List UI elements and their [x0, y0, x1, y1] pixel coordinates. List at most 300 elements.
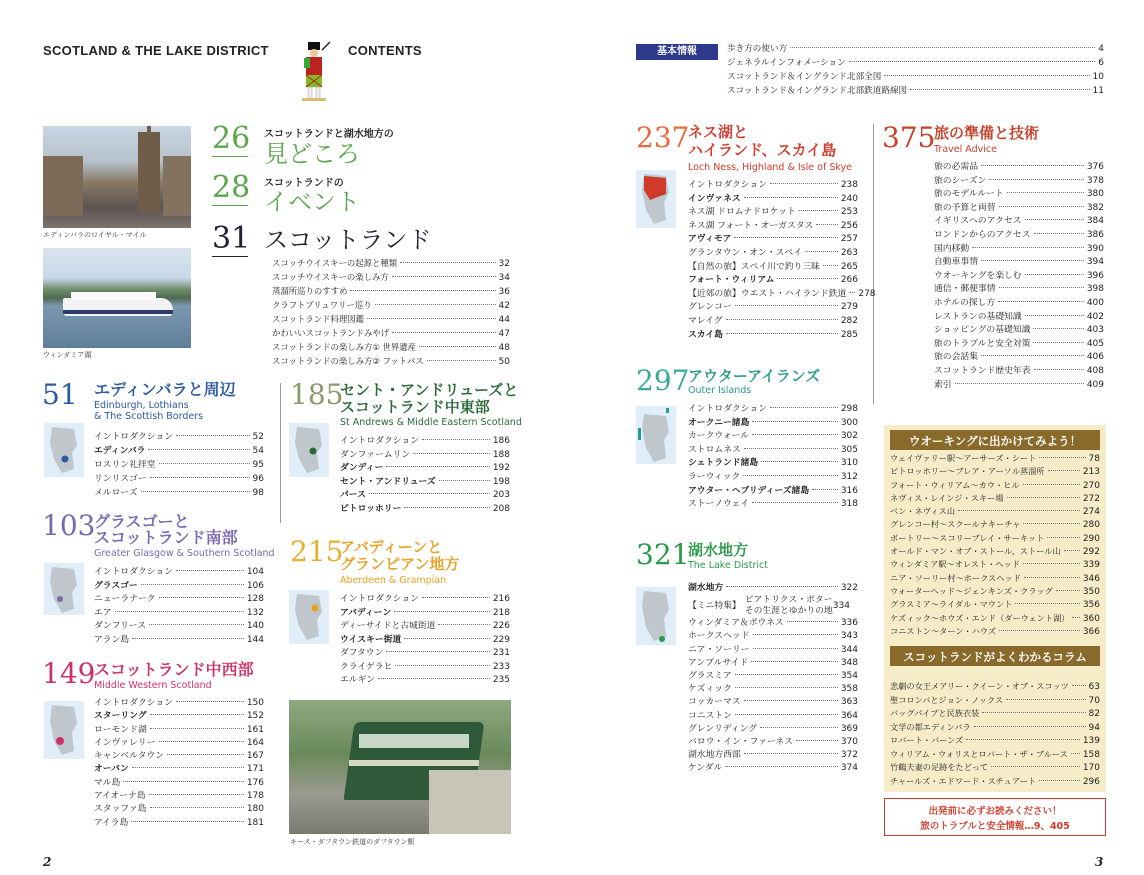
feature-title-28[interactable]: イベント — [264, 188, 360, 216]
toc-leader-dots — [149, 794, 244, 795]
toc-entry[interactable] — [94, 486, 264, 500]
toc-entry[interactable] — [272, 327, 510, 341]
toc-entry-label: 自動車事情 — [934, 257, 978, 268]
toc-leader-dots — [752, 502, 838, 503]
section-en-149: Middle Western Scotland — [94, 680, 212, 691]
toc-entry[interactable] — [934, 243, 1104, 257]
toc-leader-dots — [1047, 537, 1080, 538]
toc-entry[interactable] — [272, 257, 510, 271]
toc-entry[interactable] — [94, 566, 264, 580]
toc-entry[interactable] — [340, 462, 510, 476]
toc-leader-dots — [159, 597, 244, 598]
toc-entry-page: 186 — [492, 436, 510, 446]
toc-leader-dots — [982, 712, 1085, 713]
toc-entry[interactable] — [688, 261, 858, 275]
toc-entry-page: 47 — [498, 329, 510, 339]
toc-entry[interactable] — [340, 489, 510, 503]
toc-leader-dots — [1071, 753, 1080, 754]
toc-entry-label: 通信・郵便事情 — [934, 284, 996, 295]
toc-entry[interactable] — [688, 179, 858, 193]
toc-entry-page: 296 — [1082, 776, 1100, 787]
toc-entry-page: 180 — [246, 804, 264, 815]
toc-entry[interactable] — [688, 657, 858, 670]
section-num-215: 215 — [290, 535, 344, 568]
toc-entry-page: 158 — [1082, 749, 1100, 760]
toc-entry-label: イントロダクション — [688, 404, 767, 414]
toc-entry[interactable] — [688, 670, 858, 683]
toc-entry[interactable] — [890, 761, 1100, 775]
toc-entry-label: フォート・ウィリアム〜カウ・ヒル — [890, 479, 1020, 490]
toc-entry[interactable] — [94, 593, 264, 607]
basic-info-tag: 基本情報 — [636, 44, 718, 60]
toc-entry-page: 216 — [492, 594, 510, 604]
toc-entry[interactable] — [340, 674, 510, 688]
toc-entry[interactable] — [688, 696, 858, 709]
toc-entry[interactable] — [272, 271, 510, 285]
toc-entry[interactable] — [94, 710, 264, 723]
toc-entry[interactable] — [890, 585, 1100, 598]
toc-entry[interactable] — [340, 476, 510, 490]
toc-entry-label: オーバン — [94, 764, 129, 775]
toc-entry[interactable] — [688, 301, 858, 315]
toc-leader-dots — [751, 661, 838, 662]
toc-entry[interactable] — [94, 777, 264, 790]
toc-leader-dots — [972, 247, 1084, 248]
toc-entry-label: 歩き方の使い方 — [727, 44, 788, 54]
toc-entry-page: 394 — [1086, 257, 1104, 268]
toc-entry[interactable] — [890, 612, 1100, 625]
toc-entry-page: 398 — [1086, 284, 1104, 295]
toc-leader-dots — [150, 477, 250, 478]
edinburgh-photo — [43, 126, 191, 228]
toc-entry-label: ウィンダミア駅〜オレスト・ヘッド — [890, 559, 1020, 570]
toc-entry[interactable] — [890, 452, 1100, 465]
toc-entry-label: 竹鶴夫妻の足跡をたどって — [890, 762, 989, 772]
toc-leader-dots — [392, 332, 495, 333]
toc-entry[interactable] — [890, 518, 1100, 531]
toc-entry[interactable] — [688, 329, 858, 343]
toc-entry-label: 文学の都エディンバラ — [890, 721, 971, 732]
toc-leader-dots — [796, 740, 838, 741]
toc-entry[interactable] — [688, 288, 876, 302]
toc-entry[interactable] — [688, 762, 858, 775]
toc-leader-dots — [753, 648, 838, 649]
toc-entry-label: 蒸溜所巡りのすすめ — [272, 286, 348, 296]
toc-entry-label: 旅のトラブルと安全対策 — [934, 338, 1031, 349]
toc-entry[interactable] — [272, 313, 510, 327]
toc-entry[interactable] — [340, 435, 510, 449]
toc-entry[interactable] — [890, 545, 1100, 558]
toc-entry[interactable] — [688, 315, 858, 329]
toc-entry[interactable] — [934, 283, 1104, 297]
toc-leader-dots — [999, 206, 1084, 207]
toc-leader-dots — [394, 611, 490, 612]
toc-entry-page: 188 — [492, 449, 510, 460]
toc-entry[interactable] — [688, 247, 858, 261]
toc-entry[interactable] — [934, 365, 1104, 379]
toc-entry-label: アラン島 — [94, 634, 130, 645]
bagpiper-illustration — [296, 40, 332, 102]
toc-entry[interactable] — [688, 220, 858, 234]
toc-entry[interactable] — [340, 620, 510, 634]
toc-entry-page: 104 — [246, 567, 264, 577]
toc-entry[interactable] — [340, 593, 510, 607]
toc-entry[interactable] — [890, 479, 1100, 492]
toc-entry-label: 【近郊の旅】ウエスト・ハイランド鉄道 — [688, 288, 847, 299]
toc-entry[interactable] — [688, 498, 858, 512]
toc-entry[interactable] — [688, 723, 858, 736]
toc-leader-dots — [777, 278, 837, 279]
section-title-103b[interactable]: スコットランド南部 — [94, 528, 238, 547]
toc-leader-dots — [176, 701, 244, 702]
toc-entry[interactable] — [727, 42, 1104, 56]
toc-leader-dots — [350, 290, 495, 291]
section-en-51b: & The Scottish Borders — [94, 411, 204, 422]
feature-sub-26: スコットランドと湖水地方の — [264, 129, 394, 140]
toc-entry[interactable] — [688, 403, 858, 417]
toc-entry[interactable] — [94, 580, 264, 594]
toc-entry-label: ケズィック〜ホウズ・エンド（ダーウェント湖） — [890, 612, 1070, 623]
toc-entry[interactable] — [934, 297, 1104, 311]
toc-leader-dots — [176, 435, 250, 436]
toc-entry[interactable] — [272, 355, 510, 369]
toc-entry-label: エルギン — [340, 675, 376, 685]
toc-entry-page: 52 — [252, 432, 264, 442]
toc-leader-dots — [422, 597, 490, 598]
toc-entry-label: 旅の会話集 — [934, 352, 978, 363]
toc-st-andrews — [340, 435, 510, 516]
toc-entry[interactable] — [688, 430, 858, 444]
toc-entry-page: 44 — [498, 315, 510, 325]
toc-entry[interactable] — [340, 449, 510, 463]
toc-leader-dots — [1039, 780, 1080, 781]
section-title-103a[interactable]: グラスゴーと — [94, 512, 190, 531]
toc-leader-dots — [150, 807, 244, 808]
toc-leader-dots — [823, 265, 838, 266]
toc-entry[interactable] — [890, 680, 1100, 694]
toc-entry-page: 270 — [1082, 480, 1100, 491]
toc-leader-dots — [770, 407, 838, 408]
toc-entry-page: 167 — [246, 751, 264, 762]
toc-entry[interactable] — [688, 485, 858, 499]
toc-entry[interactable] — [934, 202, 1104, 216]
toc-entry-label: スタッファ島 — [94, 804, 147, 815]
toc-entry[interactable] — [94, 724, 264, 737]
toc-entry[interactable] — [272, 299, 510, 313]
toc-leader-dots — [981, 260, 1084, 261]
toc-entry-label: イギリスへのアクセス — [934, 216, 1022, 227]
toc-entry[interactable] — [94, 750, 264, 763]
toc-entry[interactable] — [890, 505, 1100, 518]
feature-sub-28: スコットランドの — [264, 178, 344, 189]
toc-entry-page: 403 — [1086, 325, 1104, 336]
toc-entry[interactable] — [688, 710, 858, 723]
toc-leader-dots — [761, 461, 838, 462]
toc-entry-label: イントロダクション — [94, 698, 173, 708]
page-number-right: 3 — [1095, 855, 1104, 869]
toc-entry[interactable] — [688, 274, 858, 288]
toc-entry[interactable] — [934, 175, 1104, 189]
toc-entry[interactable] — [688, 193, 858, 207]
toc-entry[interactable] — [934, 324, 1104, 338]
toc-entry-page: 171 — [246, 764, 264, 775]
toc-entry-label: スコットランド＆イングランド北部鉄道路線図 — [727, 86, 908, 96]
toc-entry[interactable] — [890, 734, 1100, 748]
toc-entry[interactable] — [94, 634, 264, 648]
toc-entry[interactable] — [688, 471, 858, 485]
toc-entry-label: スコットランド料理図鑑 — [272, 314, 364, 324]
toc-entry-label: ローモンド湖 — [94, 724, 147, 735]
toc-entry[interactable] — [688, 749, 858, 762]
toc-entry-label: グラスミア〜ライダル・マウント — [890, 599, 1013, 610]
toc-leader-dots — [966, 739, 1080, 740]
toc-entry-page: 192 — [492, 463, 510, 473]
toc-leader-dots — [910, 89, 1089, 90]
toc-entry-label: ストーノウェイ — [688, 499, 750, 510]
toc-leader-dots — [386, 466, 489, 467]
toc-entry-label: スコッチウイスキーの楽しみ方 — [272, 272, 389, 282]
toc-glasgow — [94, 566, 264, 647]
toc-entry[interactable] — [890, 707, 1100, 721]
section-title-149[interactable]: スコットランド中西部 — [94, 660, 254, 679]
toc-entry-page: 364 — [840, 710, 858, 721]
toc-entry[interactable] — [94, 763, 264, 776]
toc-leader-dots — [395, 665, 489, 666]
toc-leader-dots — [1025, 274, 1084, 275]
toc-entry[interactable] — [688, 630, 858, 643]
toc-entry-label: アイオーナ島 — [94, 791, 146, 802]
toc-entry[interactable] — [688, 582, 858, 595]
toc-entry[interactable] — [94, 737, 264, 750]
toc-entry-label: 国内移動 — [934, 243, 970, 254]
toc-leader-dots — [1064, 550, 1080, 551]
section-title-215a[interactable]: アバディーンと — [340, 538, 443, 556]
toc-entry-page: 198 — [492, 476, 510, 487]
toc-entry[interactable] — [688, 736, 858, 749]
section-title-375[interactable]: 旅の準備と技術 — [934, 124, 1040, 142]
section-en-375: Travel Advice — [934, 144, 997, 155]
toc-entry-label: グラスミア — [688, 671, 732, 682]
section-en-185: St Andrews & Middle Eastern Scotland — [340, 417, 522, 428]
toc-leader-dots — [725, 766, 837, 767]
toc-leader-dots — [413, 453, 490, 454]
section-title-185a[interactable]: セント・アンドリューズと — [340, 381, 519, 399]
toc-entry-page: 11 — [1092, 86, 1104, 96]
toc-entry-page: 203 — [492, 490, 510, 500]
map-thumbnail-215 — [289, 590, 329, 644]
toc-entry-page: 229 — [492, 634, 510, 645]
toc-entry-page: 161 — [246, 724, 264, 735]
toc-entry[interactable] — [688, 683, 858, 696]
toc-leader-dots — [422, 439, 490, 440]
toc-entry-page: 240 — [840, 193, 858, 204]
toc-entry[interactable] — [94, 620, 264, 634]
toc-entry[interactable] — [94, 458, 264, 472]
toc-entry-page: 316 — [840, 485, 858, 496]
toc-leader-dots — [998, 301, 1084, 302]
toc-leader-dots — [981, 355, 1084, 356]
toc-entry[interactable] — [934, 311, 1104, 325]
toc-entry-label: イントロダクション — [688, 180, 767, 190]
toc-entry[interactable] — [340, 503, 510, 517]
toc-leader-dots — [378, 678, 490, 679]
toc-entry-label: スコットランド＆イングランド北部全図 — [727, 72, 882, 82]
toc-entry[interactable] — [890, 748, 1100, 762]
toc-entry[interactable] — [688, 595, 858, 617]
toc-entry-page: 32 — [498, 259, 510, 269]
toc-entry-label: グレンリディング — [688, 723, 758, 734]
toc-leader-dots — [816, 224, 837, 225]
toc-entry[interactable] — [934, 270, 1104, 284]
toc-entry[interactable] — [688, 617, 858, 630]
toc-entry-page: 400 — [1086, 297, 1104, 308]
toc-entry[interactable] — [934, 161, 1104, 175]
toc-entry[interactable] — [340, 647, 510, 661]
toc-entry[interactable] — [890, 532, 1100, 545]
section-title-321[interactable]: 湖水地方 — [688, 541, 749, 559]
toc-entry[interactable] — [272, 285, 510, 299]
toc-leader-dots — [167, 754, 244, 755]
toc-entry[interactable] — [890, 775, 1100, 789]
toc-entry[interactable] — [94, 790, 264, 803]
section-en-321: The Lake District — [688, 560, 768, 571]
section-title-237a[interactable]: ネス湖と — [688, 123, 749, 141]
toc-entry-label: グランタウン・オン・スペイ — [688, 247, 803, 258]
toc-entry[interactable] — [340, 634, 510, 648]
toc-entry-page: 263 — [840, 247, 858, 258]
toc-leader-dots — [1056, 590, 1080, 591]
toc-entry[interactable] — [934, 338, 1104, 352]
toc-leader-dots — [787, 621, 838, 622]
feature-title-31[interactable]: スコットランド — [264, 226, 432, 254]
toc-entry-label: ディーサイドと古城街道 — [340, 621, 436, 631]
toc-entry-label: 旅の必需品 — [934, 162, 978, 172]
toc-entry[interactable] — [94, 803, 264, 816]
toc-entry-label: カークウォール — [688, 431, 750, 442]
section-num-321: 321 — [636, 538, 690, 571]
toc-leader-dots — [1015, 603, 1079, 604]
toc-entry[interactable] — [688, 417, 858, 431]
toc-entry-page: 42 — [498, 301, 510, 311]
toc-leader-dots — [726, 333, 838, 334]
toc-entry[interactable] — [934, 379, 1104, 393]
toc-entry[interactable] — [94, 817, 264, 830]
toc-entry[interactable] — [727, 56, 1104, 70]
toc-entry[interactable] — [272, 341, 510, 355]
toc-entry-page: 178 — [246, 791, 264, 802]
section-title-185b[interactable]: スコットランド中東部 — [340, 398, 490, 416]
toc-entry[interactable] — [727, 84, 1104, 98]
toc-entry[interactable] — [934, 351, 1104, 365]
toc-entry[interactable] — [890, 721, 1100, 735]
toc-entry[interactable] — [688, 457, 858, 471]
toc-entry[interactable] — [340, 607, 510, 621]
toc-entry-page: 181 — [246, 817, 264, 828]
toc-entry[interactable] — [890, 572, 1100, 585]
toc-entry-page: 235 — [492, 675, 510, 685]
toc-entry[interactable] — [934, 215, 1104, 229]
toc-entry-page: 54 — [252, 446, 264, 456]
toc-entry[interactable] — [934, 256, 1104, 270]
toc-leader-dots — [790, 47, 1095, 48]
header-title-right: CONTENTS — [348, 43, 422, 58]
toc-entry-page: 358 — [840, 684, 858, 695]
section-title-215b[interactable]: グランピアン地方 — [340, 555, 460, 573]
toc-entry-label: ダフタウン — [340, 648, 384, 658]
toc-entry[interactable] — [934, 229, 1104, 243]
toc-entry-page: 374 — [840, 763, 858, 774]
toc-entry[interactable] — [94, 607, 264, 621]
section-title-51[interactable]: エディンバラと周辺 — [94, 380, 236, 399]
toc-entry-page: 380 — [1086, 189, 1104, 200]
toc-entry-page: 348 — [840, 657, 858, 668]
toc-leader-dots — [132, 767, 244, 768]
toc-leader-dots — [141, 491, 250, 492]
toc-entry-label: レストランの基礎知識 — [934, 311, 1022, 322]
toc-entry-page: 282 — [840, 315, 858, 326]
walking-toc — [890, 452, 1100, 638]
toc-leader-dots — [1023, 523, 1079, 524]
toc-entry-page: 164 — [246, 737, 264, 748]
toc-entry[interactable] — [94, 430, 264, 444]
toc-entry-page: 274 — [1082, 507, 1100, 518]
toc-entry[interactable] — [94, 472, 264, 486]
toc-entry-page: 402 — [1086, 311, 1104, 322]
toc-leader-dots — [150, 714, 244, 715]
section-title-237b[interactable]: ハイランド、スカイ島 — [688, 141, 837, 159]
toc-entry-label: 索引 — [934, 379, 952, 390]
toc-entry[interactable] — [890, 625, 1100, 638]
toc-leader-dots — [141, 584, 244, 585]
toc-entry[interactable] — [688, 206, 858, 220]
toc-entry[interactable] — [890, 558, 1100, 571]
toc-entry[interactable] — [688, 644, 858, 657]
toc-entry[interactable] — [688, 233, 858, 247]
toc-entry[interactable] — [727, 70, 1104, 84]
toc-entry[interactable] — [890, 492, 1100, 505]
toc-entry[interactable] — [934, 188, 1104, 202]
toc-entry[interactable] — [890, 694, 1100, 708]
toc-entry-label: ウィンダミア＆ボウネス — [688, 618, 784, 629]
section-title-297[interactable]: アウターアイランズ — [688, 367, 821, 385]
toc-entry-page: 372 — [840, 750, 858, 761]
toc-entry[interactable] — [340, 661, 510, 675]
toc-entry-label: ホテルの探し方 — [934, 297, 996, 308]
toc-entry-page: 369 — [840, 723, 858, 734]
feature-title-26[interactable]: 見どころ — [264, 140, 360, 168]
toc-entry-label: イントロダクション — [94, 567, 173, 577]
toc-entry[interactable] — [890, 465, 1100, 478]
toc-entry-page: 336 — [840, 618, 858, 629]
map-thumbnail-51 — [44, 423, 84, 477]
toc-entry-label: ウオーキングを楽しむ — [934, 270, 1022, 281]
toc-entry-page: 346 — [1082, 573, 1100, 584]
toc-entry-page: 384 — [1086, 216, 1104, 227]
toc-leader-dots — [849, 292, 855, 293]
toc-entry[interactable] — [94, 697, 264, 710]
toc-entry-label: インヴァネス — [688, 193, 741, 204]
toc-entry-label: ウィリアム・ウォリスとロバート・ザ・ブルース — [890, 748, 1068, 759]
toc-entry-page: 396 — [1086, 270, 1104, 281]
toc-entry-page: 344 — [840, 644, 858, 655]
toc-entry[interactable] — [94, 444, 264, 458]
toc-entry-page: 48 — [498, 343, 510, 353]
toc-entry[interactable] — [890, 598, 1100, 611]
toc-entry-page: 366 — [1082, 626, 1100, 637]
toc-leader-dots — [753, 634, 838, 635]
toc-leader-dots — [999, 287, 1084, 288]
toc-entry[interactable] — [688, 444, 858, 458]
